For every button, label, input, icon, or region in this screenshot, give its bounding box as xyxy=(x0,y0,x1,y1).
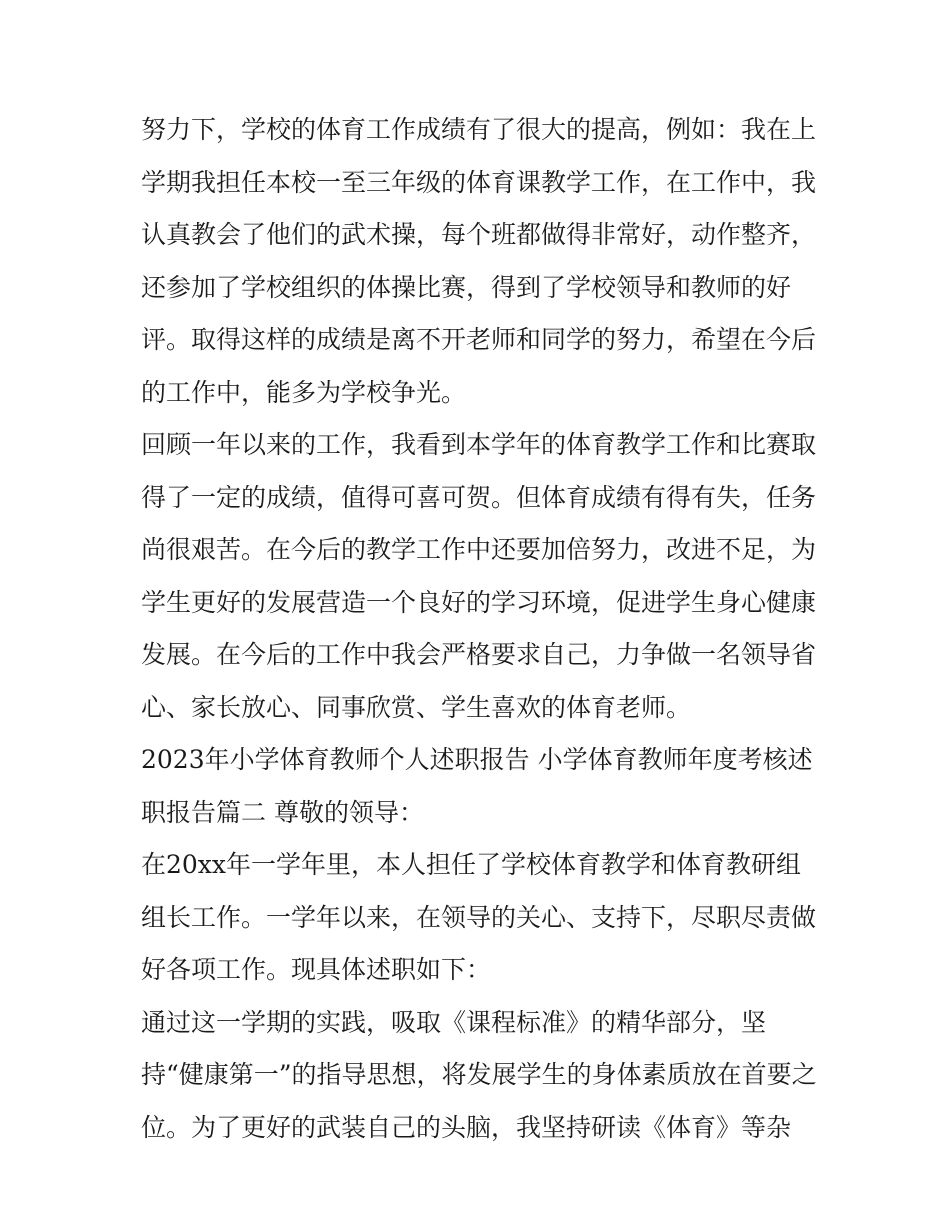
body-text xyxy=(141,104,821,1154)
text-line: 持“健康第一”的指导思想，将发展学生的身体素质放在首要之 xyxy=(141,1060,817,1089)
text-line: 努力下，学校的体育工作成绩有了很大的提高，例如：我在上 xyxy=(141,115,817,144)
text-line: 在20xx年一学年里，本人担任了学校体育教学和体育教研组 xyxy=(141,850,802,879)
text-line: 还参加了学校组织的体操比赛，得到了学校领导和教师的好 xyxy=(141,272,792,302)
text-line: 得了一定的成绩，值得可喜可贺。但体育成绩有得有失，任务 xyxy=(141,482,817,512)
section-heading-line: 2023年小学体育教师个人述职报告 小学体育教师年度考核述 xyxy=(141,745,813,774)
text-line: 学期我担任本校一至三年级的体育课教学工作，在工作中，我 xyxy=(141,167,817,197)
text-line: 尚很艰苦。在今后的教学工作中还要加倍努力，改进不足，为 xyxy=(141,535,817,564)
text-line: 心、家长放心、同事欣赏、学生喜欢的体育老师。 xyxy=(141,692,692,722)
text-line: 评。取得这样的成绩是离不开老师和同学的努力，希望在今后 xyxy=(141,325,817,354)
text-line: 通过这一学期的实践，吸取《课程标准》的精华部分，坚 xyxy=(141,1007,767,1037)
text-line: 发展。在今后的工作中我会严格要求自己，力争做一名领导省 xyxy=(141,640,817,669)
text-line: 学生更好的发展营造一个良好的学习环境，促进学生身心健康 xyxy=(141,587,817,617)
text-line: 位。为了更好的武装自己的头脑，我坚持研读《体育》等杂 xyxy=(141,1112,792,1142)
text-line: 好各项工作。现具体述职如下： xyxy=(141,955,492,984)
text-line: 认真教会了他们的武术操，每个班都做得非常好，动作整齐， xyxy=(141,220,817,249)
text-line: 回顾一年以来的工作，我看到本学年的体育教学工作和比赛取 xyxy=(141,430,817,459)
text-line: 组长工作。一学年以来，在领导的关心、支持下，尽职尽责做 xyxy=(141,902,817,932)
section-heading-line: 职报告篇二 尊敬的领导： xyxy=(141,797,424,827)
text-line: 的工作中，能多为学校争光。 xyxy=(141,377,467,407)
